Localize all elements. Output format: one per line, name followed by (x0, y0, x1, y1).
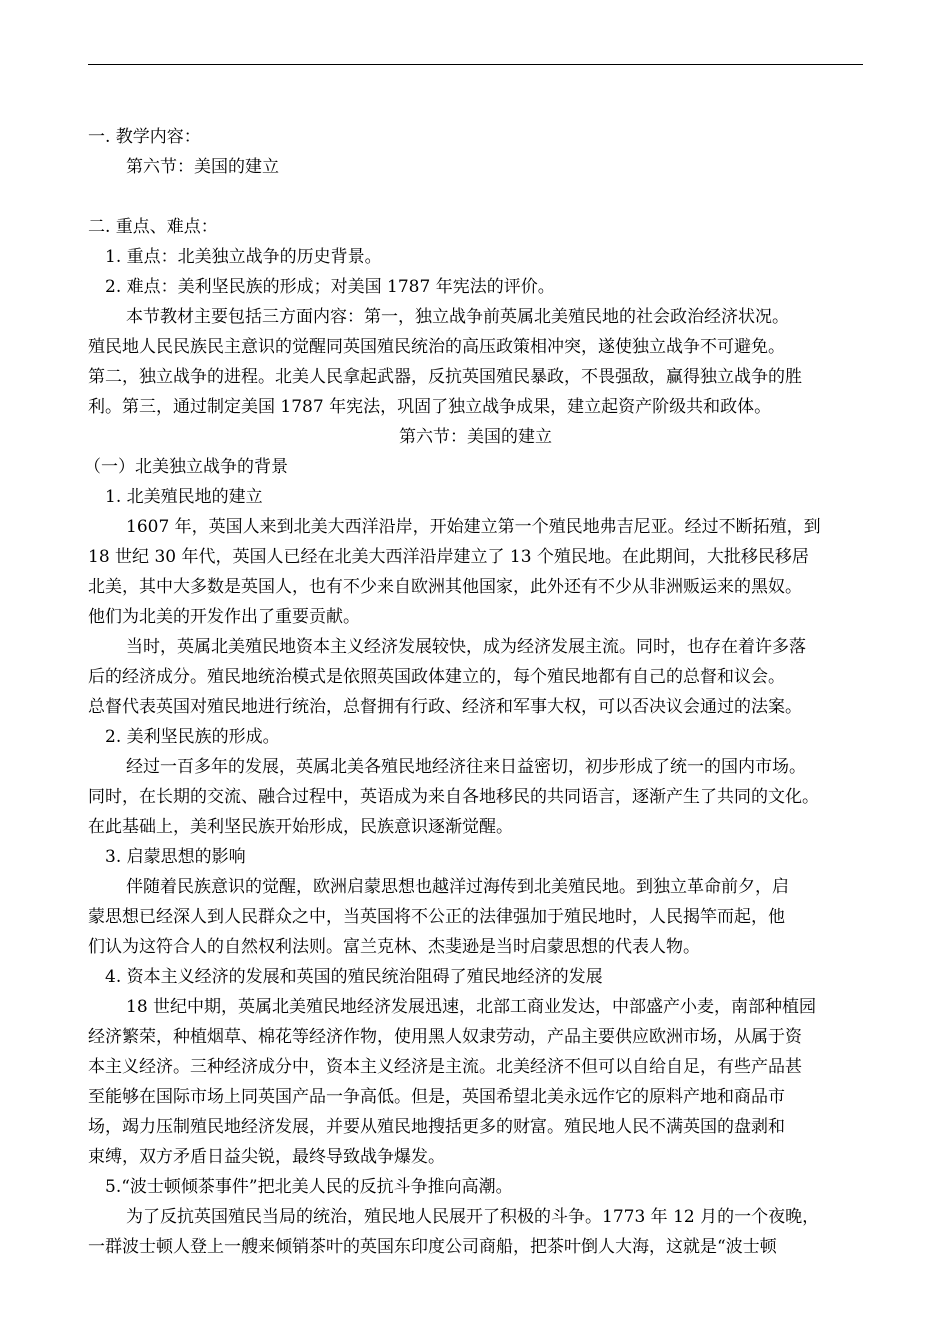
body-line: 经济繁荣，种植烟草、棉花等经济作物，使用黑人奴隶劳动，产品主要供应欧洲市场，从属于资 (88, 1027, 802, 1047)
key-point-item: 1. 重点：北美独立战争的历史背景。 (105, 247, 382, 267)
body-line: 他们为北美的开发作出了重要贡献。 (88, 607, 360, 627)
difficult-point-item: 2. 难点：美利坚民族的形成；对美国 1787 年宪法的评价。 (105, 277, 555, 297)
overview-paragraph (88, 302, 863, 422)
body-line: 本主义经济。三种经济成分中，资本主义经济是主流。北美经济不但可以自给自足，有些产品甚 (88, 1057, 802, 1077)
body-line: 至能够在国际市场上同英国产品一争高低。但是，英国希望北美永远作它的原料产地和商品市 (88, 1087, 785, 1107)
body-line: 为了反抗英国殖民当局的统治，殖民地人民展开了积极的斗争。1773 年 12 月的一个夜晚， (126, 1207, 820, 1227)
topic-heading: 2. 美利坚民族的形成。 (105, 727, 280, 747)
section-heading-key-points: 二. 重点、难点： (88, 217, 218, 237)
body-line: 蒙思想已经深人到人民群众之中，当英国将不公正的法律强加于殖民地时，人民揭竿而起，他 (88, 907, 785, 927)
overview-line: 利。第三，通过制定美国 1787 年宪法，巩固了独立战争成果，建立起资产阶级共和政体。 (88, 397, 772, 417)
header-rule (88, 64, 863, 65)
body-line: 总督代表英国对殖民地进行统治，总督拥有行政、经济和军事大权，可以否决议会通过的法案。 (88, 697, 802, 717)
body-line: 经过一百多年的发展，英属北美各殖民地经济往来日益密切，初步形成了统一的国内市场。 (126, 757, 806, 777)
body-line: 后的经济成分。殖民地统治模式是依照英国政体建立的，每个殖民地都有自己的总督和议会。 (88, 667, 785, 687)
body-line: 在此基础上，美利坚民族开始形成，民族意识逐渐觉醒。 (88, 817, 513, 837)
body-line: 18 世纪 30 年代，英国人已经在北美大西洋沿岸建立了 13 个殖民地。在此期间，大批移民移居 (88, 547, 809, 567)
topic-heading: 3. 启蒙思想的影响 (105, 847, 246, 867)
topic-heading: 5.“波士顿倾茶事件”把北美人民的反抗斗争推向高潮。 (105, 1177, 513, 1197)
body-line: 北美，其中大多数是英国人，也有不少来自欧洲其他国家，此外还有不少从非洲贩运来的黑奴。 (88, 577, 802, 597)
body-line: 一群波士顿人登上一艘来倾销茶叶的英国东印度公司商船，把茶叶倒人大海，这就是“波士顿 (88, 1237, 777, 1257)
topic-heading: 1. 北美殖民地的建立 (105, 487, 263, 507)
body-line: 场，竭力压制殖民地经济发展，并要从殖民地搜括更多的财富。殖民地人民不满英国的盘剥和 (88, 1117, 785, 1137)
body-line: 当时，英属北美殖民地资本主义经济发展较快，成为经济发展主流。同时，也存在着许多落 (126, 637, 806, 657)
lesson-title: 第六节：美国的建立 (399, 427, 552, 447)
document-body (84, 122, 863, 1262)
body-line: 们认为这符合人的自然权利法则。富兰克林、杰斐逊是当时启蒙思想的代表人物。 (88, 937, 700, 957)
topic-heading: 4. 资本主义经济的发展和英国的殖民统治阻碍了殖民地经济的发展 (105, 967, 603, 987)
overview-line: 第二，独立战争的进程。北美人民拿起武器，反抗英国殖民暴政，不畏强敌，赢得独立战争的胜 (88, 367, 802, 387)
teaching-content-item: 第六节：美国的建立 (126, 157, 279, 177)
blank-line (88, 182, 863, 212)
overview-line: 殖民地人民民族民主意识的觉醒同英国殖民统治的高压政策相冲突，遂使独立战争不可避免。 (88, 337, 785, 357)
body-line: 束缚，双方矛盾日益尖锐，最终导致战争爆发。 (88, 1147, 445, 1167)
overview-line: 本节教材主要包括三方面内容：第一，独立战争前英属北美殖民地的社会政治经济状况。 (126, 307, 789, 327)
body-line: 伴随着民族意识的觉醒，欧洲启蒙思想也越洋过海传到北美殖民地。到独立革命前夕，启 (126, 877, 789, 897)
body-line: 同时，在长期的交流、融合过程中，英语成为来自各地移民的共同语言，逐渐产生了共同的文化。 (88, 787, 819, 807)
body-line: 18 世纪中期，英属北美殖民地经济发展迅速，北部工商业发达，中部盛产小麦，南部种植园 (126, 997, 817, 1017)
part-heading: （一）北美独立战争的背景 (84, 457, 288, 477)
body-line: 1607 年，英国人来到北美大西洋沿岸，开始建立第一个殖民地弗吉尼亚。经过不断拓殖，到 (126, 517, 821, 537)
section-heading-teaching-content: 一. 教学内容： (88, 127, 201, 147)
